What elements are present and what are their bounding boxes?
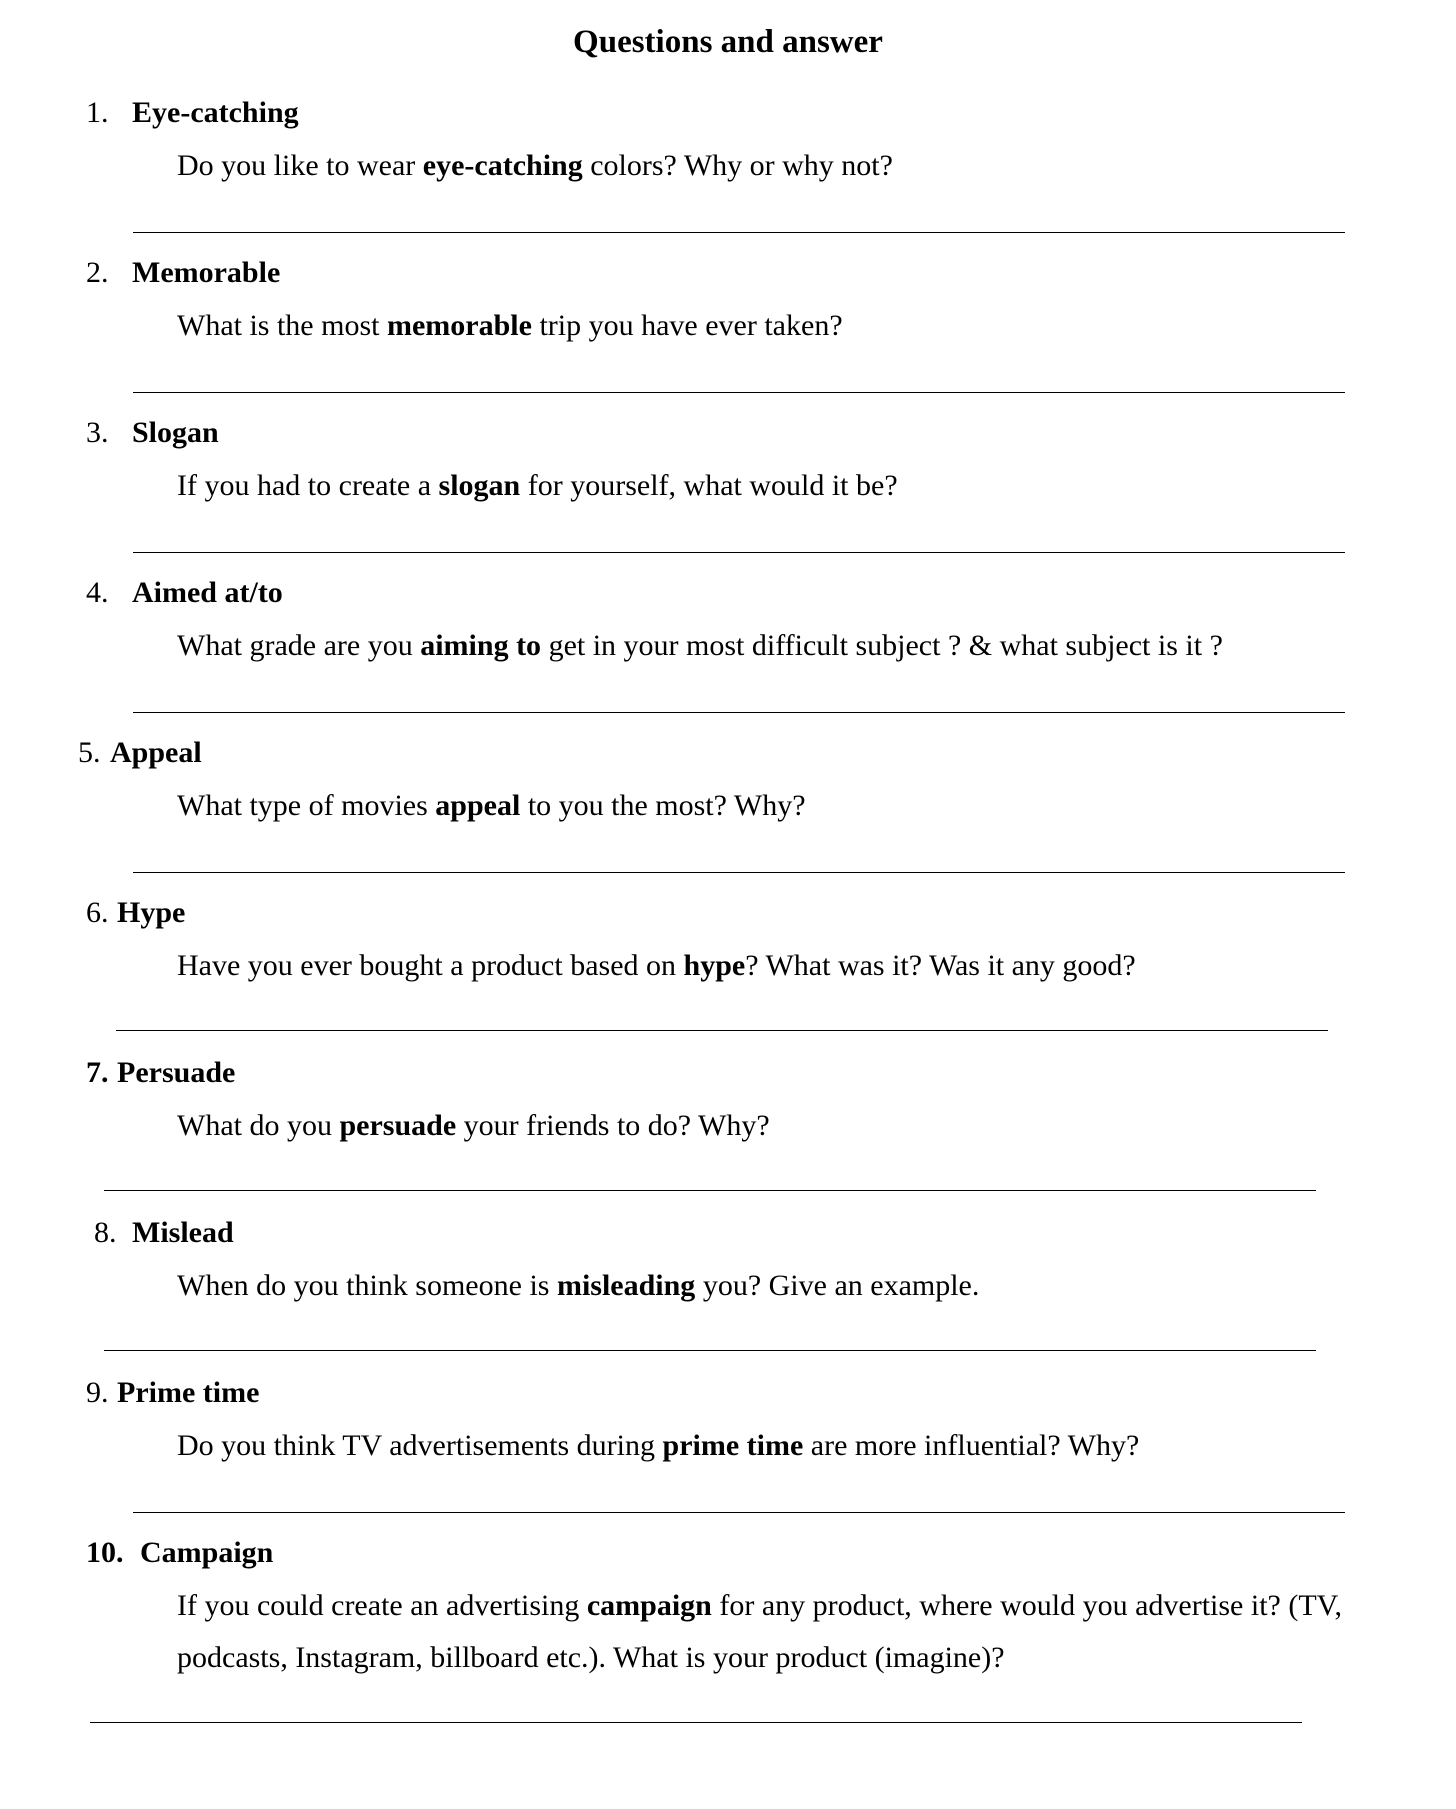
item-number: 4. — [86, 576, 109, 609]
item-number: 10. — [86, 1536, 124, 1569]
item-question: Do you like to wear eye-catching colors? Why or why not? — [177, 149, 893, 182]
item-number: 3. — [86, 416, 109, 449]
answer-line[interactable] — [104, 1190, 1316, 1191]
item-question: When do you think someone is misleading you? Give an example. — [177, 1269, 980, 1302]
item-heading — [86, 893, 185, 933]
answer-line[interactable] — [133, 552, 1345, 553]
item-heading — [86, 1373, 259, 1413]
item-question: What is the most memorable trip you have ever taken? — [177, 309, 843, 342]
item-question: Do you think TV advertisements during prime time are more influential? Why? — [177, 1429, 1140, 1462]
answer-line[interactable] — [133, 712, 1345, 713]
item-heading — [78, 733, 202, 773]
item-number: 7. — [86, 1056, 109, 1089]
item-heading — [86, 1053, 235, 1093]
item-number: 6. — [86, 896, 109, 929]
item-word: Mislead — [132, 1216, 234, 1249]
answer-line[interactable] — [133, 232, 1345, 233]
item-heading — [86, 253, 280, 293]
item-question: If you had to create a slogan for yourself, what would it be? — [177, 469, 898, 502]
item-heading — [86, 573, 283, 613]
answer-line[interactable] — [90, 1722, 1302, 1723]
item-heading — [86, 1533, 273, 1573]
item-word: Slogan — [132, 416, 219, 449]
item-number: 5. — [78, 736, 101, 769]
item-word: Persuade — [117, 1056, 236, 1089]
page-title: Questions and answer — [573, 24, 883, 60]
item-heading — [94, 1213, 234, 1253]
answer-line[interactable] — [133, 872, 1345, 873]
item-number: 1. — [86, 96, 109, 129]
item-question: Have you ever bought a product based on hype? What was it? Was it any good? — [177, 949, 1136, 982]
answer-line[interactable] — [133, 1512, 1345, 1513]
item-question: What grade are you aiming to get in your most difficult subject ? & what subject is it ? — [177, 629, 1223, 662]
answer-line[interactable] — [116, 1030, 1328, 1031]
item-number: 8. — [94, 1216, 117, 1249]
item-word: Aimed at/to — [132, 576, 283, 609]
item-number: 9. — [86, 1376, 109, 1409]
item-question: If you could create an advertising campaign for any product, where would you advertise it? (TV, podcasts, Instagram, billboard etc.). What is your product (imagine)? — [177, 1589, 1342, 1674]
item-word: Appeal — [110, 736, 202, 769]
item-number: 2. — [86, 256, 109, 289]
item-question: What do you persuade your friends to do? Why? — [177, 1109, 770, 1142]
item-heading — [86, 413, 219, 453]
item-question: What type of movies appeal to you the most? Why? — [177, 789, 806, 822]
answer-line[interactable] — [133, 392, 1345, 393]
item-word: Eye-catching — [132, 96, 299, 129]
item-word: Prime time — [117, 1376, 260, 1409]
answer-line[interactable] — [104, 1350, 1316, 1351]
item-word: Campaign — [140, 1536, 274, 1569]
item-word: Hype — [117, 896, 186, 929]
item-word: Memorable — [132, 256, 281, 289]
item-heading — [86, 93, 299, 133]
